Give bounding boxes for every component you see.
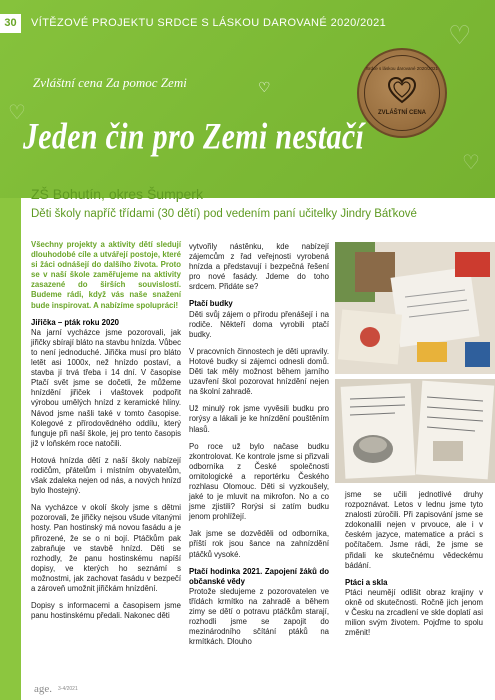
- header-banner: [0, 0, 495, 198]
- heart-outline-icon: ♡: [8, 102, 26, 124]
- intro-paragraph: Všechny projekty a aktivity dětí sledují dlouhodobé cíle a utvářejí postoje, které si žáci odnášejí do dalšího života. Proto se v naší škole zaměřujeme na aktivity zasazené do širších souvislostí. Budeme rádi, když vás naše snažení bude inspirovat. A nabízíme spolupráci!: [31, 240, 181, 310]
- magazine-logo: age.: [34, 683, 53, 695]
- heart-outline-icon: ♡: [462, 152, 480, 174]
- paragraph: Jak jsme se dozvěděli od odborníka, příští rok jsou šance na zahnízdění ptáčků vysoké.: [189, 529, 329, 559]
- heart-outline-icon: ♡: [258, 79, 271, 95]
- section-heading: Ptačí hodinka 2021. Zapojení žáků do občanské vědy: [189, 566, 329, 586]
- paragraph: Děti svůj zájem o přírodu přenášejí i na rodiče. Někteří doma vyrobili ptačí budky.: [189, 309, 329, 339]
- issue-number: 3-4/2021: [58, 686, 78, 692]
- paragraph: Protože sledujeme z pozorovatelen ve třídách krmítko na zahradě a během zimy se dětí o potravu ptáčkům starají, rozhodli jsme se zapojit do mezinárodního sčítání ptáků na krmítkách. Dlouho: [189, 586, 329, 647]
- article-column-2: [189, 242, 329, 654]
- headline: Jeden čin pro Zemi nestačí: [23, 116, 365, 158]
- running-head: VÍTĚZOVÉ PROJEKTU SRDCE S LÁSKOU DAROVANÉ 2020/2021: [31, 17, 387, 29]
- paragraph: Na jarní vycházce jsme pozorovali, jak jiřičky sbírají bláto na stavbu hnízda. Vůbec to není jednoduché. Jiřička musí pro bláto letět asi 1000x, než hnízdo postaví, a stavba jí trvá třeba i 14 dní. V časopise Ptačí svět jsme se dočetli, že můžeme hnízdění jiřiček i vlaštovek podpořit výrobou umělých hnízd z keramické hlíny. Návod jsme našli také v tomto časopise. Kolegové z přírodovědného oddílu, který funguje při naší škole, jej pro tento časopis již v loňském roce natočili.: [31, 327, 181, 448]
- article-column-1: [31, 240, 181, 628]
- school-place: ZŠ Bohutín, okres Šumperk: [31, 186, 203, 202]
- paragraph: Hotová hnízda dětí z naší školy nabízejí rodičům, přátelům i místním obyvatelům, však zdaleka nejen od nás, a nových hnízd bylo lhostejný.: [31, 455, 181, 496]
- paragraph: Ptáci neumějí odlišit obraz krajiny v okně od skutečnosti. Ročně jich jenom v Česku na zrcadlení ve skle doplatí asi milion svým životem. Pojďme to spolu změnit!: [345, 587, 483, 638]
- photo-bird-nest-worksheet: [335, 379, 495, 483]
- photo-children-drawing: [335, 242, 495, 374]
- paragraph: Po roce už bylo načase budku zkontrolovat. Ke kontrole jsme si přizvali odborníka z České společnosti ornitologické a reportérku Českého rozhlasu Olomouc. Děti si vyzkoušely, jaké to je mluvit na mikrofon. No a co jsme zjistili? Rorýsi si zatím budku jenom prohlížejí.: [189, 441, 329, 522]
- paragraph: vytvořily nástěnku, kde nabízejí zájemcům z řad veřejnosti vyrobená hnízda a představují i bezpečná řešení pro nové fasády. Jdeme do toho srdcem. Přidáte se?: [189, 242, 329, 292]
- section-heading: Jiřička – pták roku 2020: [31, 317, 119, 327]
- heart-outline-icon: ♡: [448, 20, 472, 50]
- badge-bottom-text: ZVLÁŠTNÍ CENA: [378, 110, 426, 116]
- badge-top-text: Srdce s láskou darované 2020/2021: [365, 66, 439, 71]
- paragraph: V pracovních činnostech je děti upravily. Hotové budky si zájemci odnesli domů. Děti tak měly možnost během jarního uzavření škol pozorovat hnízdění nejen na školní zahradě.: [189, 346, 329, 397]
- paragraph: Už minulý rok jsme vyvěsili budku pro rorýsy a lákali je ke hnízdění pouštěním hlasů.: [189, 404, 329, 434]
- paragraph: jsme se učili jednotlivé druhy rozpoznávat. Letos v lednu jsme tyto znalosti zúročili. Při zapisování jsme se zdokonalili nejen v prvouce, ale i v českém jazyce, matematice a práci s počítačem. Jsme rádi, že jsme se přidali ke skutečnému vědeckému bádání.: [345, 490, 483, 570]
- award-badge: [357, 48, 447, 138]
- page-number: 30: [0, 14, 21, 33]
- paragraph: Dopisy s informacemi a časopisem jsme panu hostinskému předali. Nakonec děti: [31, 601, 181, 621]
- school-subtitle: Děti školy napříč třídami (30 dětí) pod vedením paní učitelky Jindry Báťkové: [31, 208, 417, 220]
- section-heading: Ptáci a skla: [345, 577, 388, 587]
- award-label: Zvláštní cena Za pomoc Zemi: [33, 75, 187, 90]
- section-heading: Ptačí budky: [189, 299, 233, 309]
- paragraph: Na vycházce v okolí školy jsme s dětmi pozorovali, že jiřičky nejsou všude vítanými hosty. Pan hostinský má novou fasádu a je přirozené, že se o ni bojí. Ptáčkům pak zabraňuje ve stavbě hnízd. Děti se rozhodly, že panu hostinskému napíší dopisy, ve kterých ho seznámí s možnostmi, jak zachovat fasádu v bezpečí a zároveň umožnit jiřičkám hnízdění.: [31, 503, 181, 593]
- heart-icon: [387, 76, 417, 104]
- article-column-3: [345, 490, 483, 645]
